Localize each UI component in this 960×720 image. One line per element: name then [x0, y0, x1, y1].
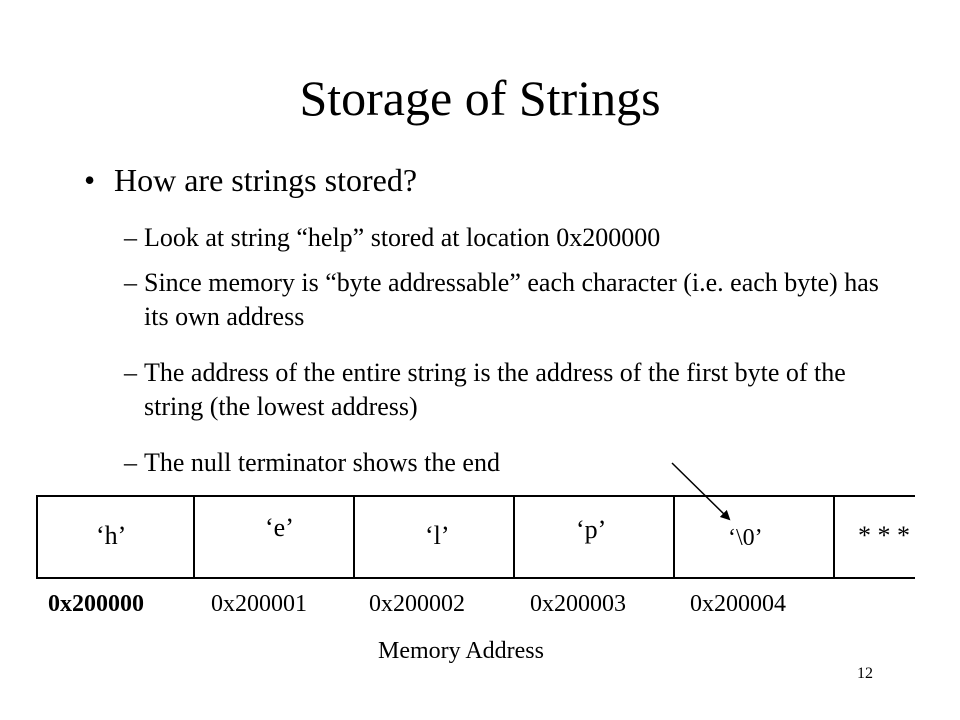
dash-marker: –	[124, 268, 137, 297]
bullet-marker: •	[84, 162, 96, 198]
sub-bullet-text: Look at string “help” stored at location 0x200000	[144, 223, 661, 252]
sub-bullet-text: The null terminator shows the end	[144, 448, 500, 477]
memory-cell-l: ‘l’	[425, 521, 450, 550]
address-label: 0x200001	[211, 591, 307, 617]
slide-number: 12	[857, 665, 873, 682]
sub-bullet-text: Since memory is “byte addressable” each character (i.e. each byte) has its own address	[144, 268, 879, 331]
address-label: 0x200003	[530, 591, 626, 617]
address-label: 0x200004	[690, 591, 786, 617]
dash-marker: –	[124, 448, 137, 477]
dash-marker: –	[124, 358, 137, 387]
memory-cell-ellipsis: * * *	[858, 521, 910, 550]
dash-marker: –	[124, 223, 137, 252]
memory-cell-null: ‘\0’	[728, 525, 763, 551]
sub-bullet-text: The address of the entire string is the address of the first byte of the string (the lowest address)	[144, 358, 846, 421]
memory-cell-p: ‘p’	[576, 515, 607, 544]
memory-address-label: Memory Address	[378, 638, 544, 664]
slide-title: Storage of Strings	[299, 70, 661, 126]
memory-cell-h: ‘h’	[96, 521, 127, 550]
address-label: 0x200002	[369, 591, 465, 617]
address-label: 0x200000	[48, 591, 144, 617]
main-bullet-text: How are strings stored?	[114, 162, 418, 198]
memory-cell-e: ‘e’	[265, 513, 294, 542]
